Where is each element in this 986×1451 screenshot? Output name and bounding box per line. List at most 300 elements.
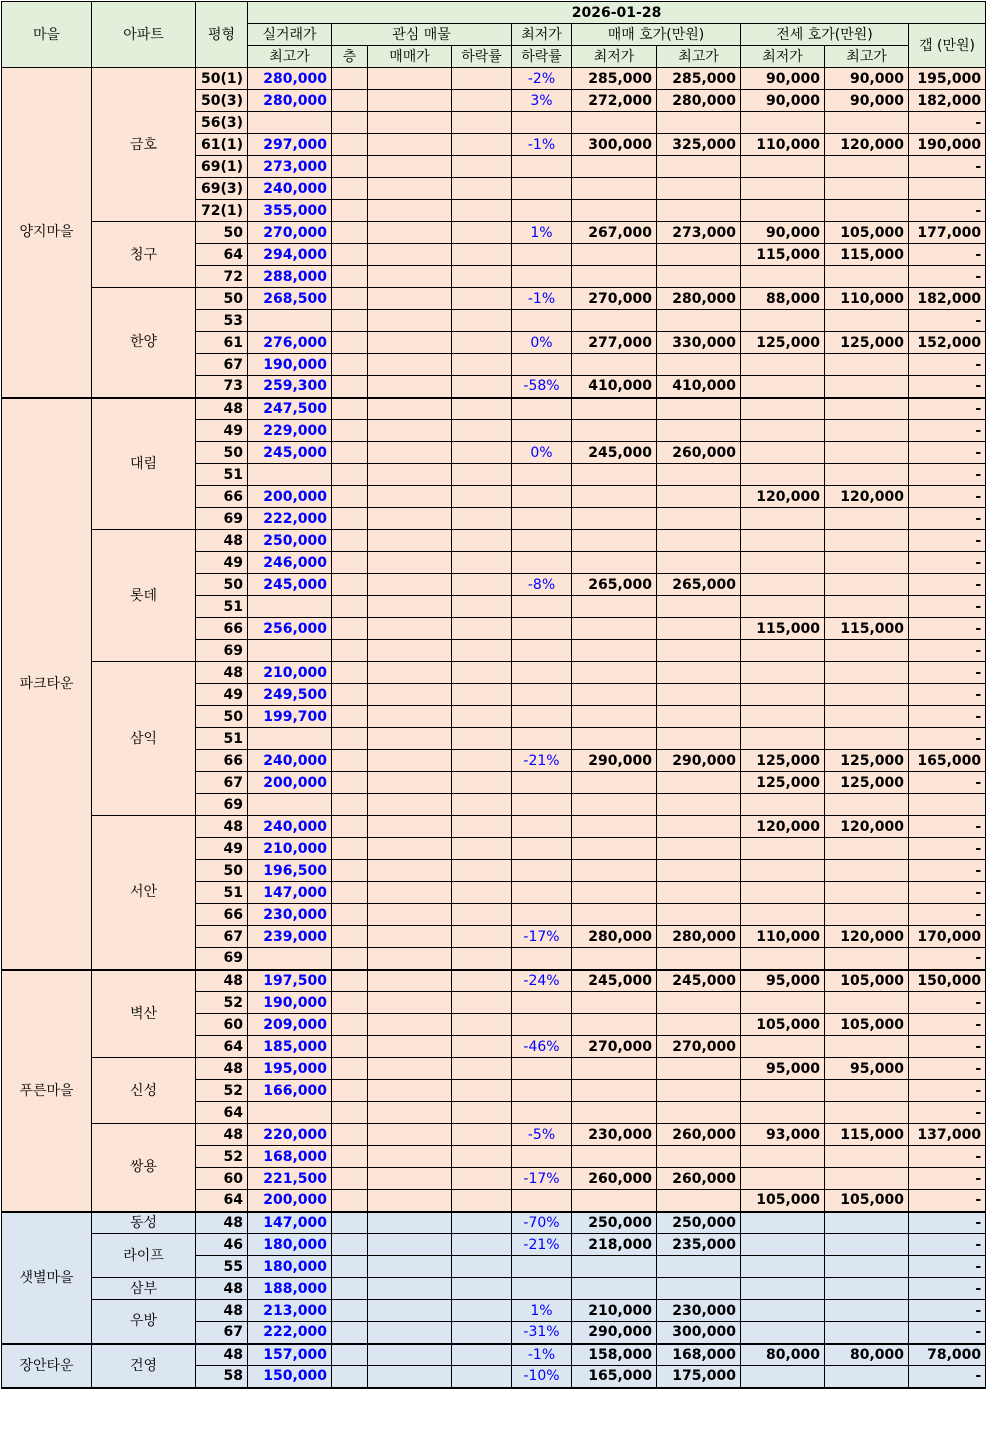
- jeonse-min-cell: 125,000: [741, 772, 825, 794]
- apartment-cell: 금호: [92, 68, 196, 222]
- gap-cell: -: [909, 420, 986, 442]
- size-cell: 50: [196, 442, 248, 464]
- jeonse-max-cell: [825, 1102, 909, 1124]
- size-cell: 49: [196, 552, 248, 574]
- apartment-cell: 대림: [92, 398, 196, 530]
- interest-price-cell: [368, 134, 452, 156]
- sale-min-cell: [572, 486, 657, 508]
- sale-min-cell: [572, 1146, 657, 1168]
- lowest-drop-cell: [512, 948, 572, 970]
- lowest-drop-cell: -8%: [512, 574, 572, 596]
- actual-max-cell: 199,700: [248, 706, 332, 728]
- interest-price-cell: [368, 1102, 452, 1124]
- gap-cell: -: [909, 772, 986, 794]
- interest-drop-cell: [452, 772, 512, 794]
- sale-max-cell: [657, 112, 741, 134]
- interest-price-cell: [368, 926, 452, 948]
- size-cell: 66: [196, 618, 248, 640]
- jeonse-min-cell: [741, 1080, 825, 1102]
- size-cell: 69: [196, 794, 248, 816]
- interest-drop-cell: [452, 904, 512, 926]
- interest-drop-cell: [452, 486, 512, 508]
- jeonse-max-cell: [825, 376, 909, 398]
- interest-price-cell: [368, 266, 452, 288]
- sale-max-cell: [657, 1102, 741, 1124]
- gap-cell: -: [909, 838, 986, 860]
- actual-max-cell: 256,000: [248, 618, 332, 640]
- sale-max-cell: [657, 1256, 741, 1278]
- jeonse-max-cell: 90,000: [825, 90, 909, 112]
- actual-max-cell: 240,000: [248, 816, 332, 838]
- actual-max-cell: [248, 464, 332, 486]
- interest-drop-cell: [452, 596, 512, 618]
- jeonse-min-cell: [741, 1168, 825, 1190]
- interest-floor-cell: [332, 882, 368, 904]
- sale-min-cell: [572, 904, 657, 926]
- sale-max-cell: 265,000: [657, 574, 741, 596]
- jeonse-max-cell: [825, 838, 909, 860]
- jeonse-max-cell: [825, 706, 909, 728]
- jeonse-min-cell: [741, 948, 825, 970]
- interest-price-cell: [368, 398, 452, 420]
- jeonse-min-cell: 90,000: [741, 222, 825, 244]
- interest-drop-cell: [452, 838, 512, 860]
- actual-max-cell: [248, 596, 332, 618]
- jeonse-min-cell: [741, 508, 825, 530]
- jeonse-min-cell: [741, 464, 825, 486]
- sale-max-cell: [657, 508, 741, 530]
- jeonse-min-cell: [741, 1234, 825, 1256]
- interest-floor-cell: [332, 772, 368, 794]
- interest-price-cell: [368, 574, 452, 596]
- sale-max-cell: 290,000: [657, 750, 741, 772]
- actual-max-cell: 230,000: [248, 904, 332, 926]
- size-cell: 69: [196, 948, 248, 970]
- interest-price-cell: [368, 860, 452, 882]
- size-cell: 60: [196, 1014, 248, 1036]
- interest-floor-cell: [332, 574, 368, 596]
- sale-max-cell: [657, 596, 741, 618]
- interest-drop-cell: [452, 728, 512, 750]
- size-cell: 48: [196, 1124, 248, 1146]
- jeonse-max-cell: 125,000: [825, 772, 909, 794]
- interest-floor-cell: [332, 684, 368, 706]
- jeonse-min-cell: [741, 574, 825, 596]
- sale-min-cell: [572, 882, 657, 904]
- lowest-drop-cell: [512, 684, 572, 706]
- lowest-drop-cell: [512, 640, 572, 662]
- interest-price-cell: [368, 1278, 452, 1300]
- interest-price-cell: [368, 1234, 452, 1256]
- jeonse-max-cell: 120,000: [825, 816, 909, 838]
- sale-min-cell: 270,000: [572, 1036, 657, 1058]
- interest-drop-cell: [452, 398, 512, 420]
- interest-drop-cell: [452, 1256, 512, 1278]
- actual-max-cell: 240,000: [248, 178, 332, 200]
- gap-cell: -: [909, 1300, 986, 1322]
- table-row: [2, 1124, 986, 1146]
- apartment-cell: 청구: [92, 222, 196, 288]
- sale-max-cell: [657, 354, 741, 376]
- gap-cell: -: [909, 1366, 986, 1388]
- gap-cell: -: [909, 486, 986, 508]
- jeonse-min-cell: [741, 1322, 825, 1344]
- jeonse-max-cell: [825, 508, 909, 530]
- actual-max-cell: 190,000: [248, 992, 332, 1014]
- gap-cell: -: [909, 1168, 986, 1190]
- lowest-drop-cell: [512, 618, 572, 640]
- actual-max-cell: 280,000: [248, 90, 332, 112]
- jeonse-max-cell: [825, 1080, 909, 1102]
- jeonse-min-cell: 80,000: [741, 1344, 825, 1366]
- lowest-drop-cell: -1%: [512, 1344, 572, 1366]
- sale-max-cell: 230,000: [657, 1300, 741, 1322]
- table-row: [2, 398, 986, 420]
- sale-max-cell: [657, 420, 741, 442]
- lowest-drop-cell: [512, 530, 572, 552]
- lowest-drop-cell: [512, 1190, 572, 1212]
- jeonse-min-cell: [741, 1300, 825, 1322]
- actual-max-cell: 200,000: [248, 772, 332, 794]
- interest-drop-cell: [452, 200, 512, 222]
- actual-max-cell: 168,000: [248, 1146, 332, 1168]
- lowest-drop-cell: [512, 794, 572, 816]
- apartment-price-table: [1, 1, 986, 1389]
- actual-max-cell: 200,000: [248, 486, 332, 508]
- interest-floor-cell: [332, 662, 368, 684]
- actual-max-cell: [248, 112, 332, 134]
- size-cell: 64: [196, 1036, 248, 1058]
- interest-drop-cell: [452, 1234, 512, 1256]
- size-cell: 67: [196, 1322, 248, 1344]
- sale-max-cell: 250,000: [657, 1212, 741, 1234]
- sale-min-cell: [572, 354, 657, 376]
- table-body: [2, 68, 986, 1388]
- interest-floor-cell: [332, 1058, 368, 1080]
- interest-price-cell: [368, 1322, 452, 1344]
- sale-max-cell: [657, 486, 741, 508]
- gap-cell: -: [909, 1278, 986, 1300]
- sale-min-cell: 265,000: [572, 574, 657, 596]
- jeonse-min-cell: 120,000: [741, 486, 825, 508]
- interest-floor-cell: [332, 1234, 368, 1256]
- interest-drop-cell: [452, 1278, 512, 1300]
- gap-cell: 150,000: [909, 970, 986, 992]
- sale-max-cell: [657, 1278, 741, 1300]
- size-cell: 52: [196, 992, 248, 1014]
- size-cell: 50(1): [196, 68, 248, 90]
- size-cell: 48: [196, 398, 248, 420]
- interest-floor-cell: [332, 266, 368, 288]
- sale-min-cell: 290,000: [572, 750, 657, 772]
- interest-price-cell: [368, 222, 452, 244]
- gap-cell: -: [909, 1212, 986, 1234]
- gap-cell: -: [909, 882, 986, 904]
- header-actual-top: 실거래가: [248, 24, 332, 46]
- interest-floor-cell: [332, 992, 368, 1014]
- interest-floor-cell: [332, 904, 368, 926]
- jeonse-min-cell: 110,000: [741, 926, 825, 948]
- interest-drop-cell: [452, 156, 512, 178]
- sale-max-cell: [657, 178, 741, 200]
- size-cell: 48: [196, 1344, 248, 1366]
- jeonse-max-cell: 115,000: [825, 1124, 909, 1146]
- sale-max-cell: [657, 1190, 741, 1212]
- apartment-cell: 벽산: [92, 970, 196, 1058]
- interest-drop-cell: [452, 222, 512, 244]
- sale-max-cell: [657, 662, 741, 684]
- jeonse-min-cell: [741, 1278, 825, 1300]
- interest-floor-cell: [332, 244, 368, 266]
- jeonse-min-cell: [741, 706, 825, 728]
- actual-max-cell: 220,000: [248, 1124, 332, 1146]
- sale-min-cell: [572, 662, 657, 684]
- sale-max-cell: 168,000: [657, 1344, 741, 1366]
- size-cell: 55: [196, 1256, 248, 1278]
- gap-cell: -: [909, 1256, 986, 1278]
- header-jeonse-min: 최저가: [741, 46, 825, 68]
- actual-max-cell: 180,000: [248, 1256, 332, 1278]
- sale-min-cell: [572, 1102, 657, 1124]
- interest-floor-cell: [332, 1036, 368, 1058]
- interest-price-cell: [368, 376, 452, 398]
- interest-floor-cell: [332, 1322, 368, 1344]
- gap-cell: 190,000: [909, 134, 986, 156]
- gap-cell: -: [909, 442, 986, 464]
- actual-max-cell: 297,000: [248, 134, 332, 156]
- gap-cell: -: [909, 376, 986, 398]
- interest-floor-cell: [332, 640, 368, 662]
- sale-min-cell: [572, 1080, 657, 1102]
- jeonse-max-cell: [825, 200, 909, 222]
- jeonse-min-cell: [741, 838, 825, 860]
- sale-min-cell: [572, 706, 657, 728]
- sale-max-cell: [657, 706, 741, 728]
- jeonse-min-cell: [741, 310, 825, 332]
- lowest-drop-cell: [512, 596, 572, 618]
- jeonse-max-cell: [825, 860, 909, 882]
- interest-floor-cell: [332, 552, 368, 574]
- jeonse-min-cell: [741, 156, 825, 178]
- gap-cell: -: [909, 948, 986, 970]
- sale-max-cell: [657, 1058, 741, 1080]
- jeonse-max-cell: [825, 156, 909, 178]
- gap-cell: -: [909, 398, 986, 420]
- size-cell: 64: [196, 1102, 248, 1124]
- interest-price-cell: [368, 1190, 452, 1212]
- sale-max-cell: [657, 772, 741, 794]
- interest-floor-cell: [332, 288, 368, 310]
- interest-drop-cell: [452, 816, 512, 838]
- gap-cell: -: [909, 816, 986, 838]
- jeonse-max-cell: 120,000: [825, 926, 909, 948]
- lowest-drop-cell: [512, 992, 572, 1014]
- sale-min-cell: [572, 794, 657, 816]
- apartment-cell: 쌍용: [92, 1124, 196, 1212]
- sale-max-cell: [657, 1014, 741, 1036]
- header-actual-bottom: 최고가: [248, 46, 332, 68]
- lowest-drop-cell: -1%: [512, 288, 572, 310]
- sale-max-cell: 260,000: [657, 1168, 741, 1190]
- interest-price-cell: [368, 420, 452, 442]
- interest-floor-cell: [332, 1212, 368, 1234]
- sale-max-cell: [657, 684, 741, 706]
- actual-max-cell: 245,000: [248, 574, 332, 596]
- actual-max-cell: 288,000: [248, 266, 332, 288]
- interest-price-cell: [368, 354, 452, 376]
- interest-drop-cell: [452, 134, 512, 156]
- sale-min-cell: 210,000: [572, 1300, 657, 1322]
- gap-cell: -: [909, 244, 986, 266]
- lowest-drop-cell: [512, 244, 572, 266]
- size-cell: 56(3): [196, 112, 248, 134]
- header-size: 평형: [196, 2, 248, 68]
- sale-min-cell: [572, 1278, 657, 1300]
- jeonse-max-cell: [825, 992, 909, 1014]
- lowest-drop-cell: -21%: [512, 1234, 572, 1256]
- interest-price-cell: [368, 90, 452, 112]
- jeonse-max-cell: [825, 442, 909, 464]
- lowest-drop-cell: -31%: [512, 1322, 572, 1344]
- jeonse-min-cell: [741, 530, 825, 552]
- jeonse-min-cell: [741, 200, 825, 222]
- jeonse-max-cell: [825, 684, 909, 706]
- interest-floor-cell: [332, 838, 368, 860]
- interest-drop-cell: [452, 1146, 512, 1168]
- size-cell: 48: [196, 530, 248, 552]
- lowest-drop-cell: [512, 1278, 572, 1300]
- interest-floor-cell: [332, 310, 368, 332]
- lowest-drop-cell: [512, 398, 572, 420]
- lowest-drop-cell: [512, 1080, 572, 1102]
- sale-min-cell: [572, 838, 657, 860]
- jeonse-max-cell: [825, 354, 909, 376]
- jeonse-max-cell: [825, 1212, 909, 1234]
- sale-min-cell: 280,000: [572, 926, 657, 948]
- size-cell: 48: [196, 1212, 248, 1234]
- jeonse-min-cell: 115,000: [741, 244, 825, 266]
- interest-drop-cell: [452, 574, 512, 596]
- interest-floor-cell: [332, 376, 368, 398]
- gap-cell: -: [909, 684, 986, 706]
- lowest-drop-cell: -1%: [512, 134, 572, 156]
- lowest-drop-cell: -2%: [512, 68, 572, 90]
- jeonse-max-cell: 105,000: [825, 970, 909, 992]
- jeonse-min-cell: [741, 266, 825, 288]
- interest-drop-cell: [452, 90, 512, 112]
- lowest-drop-cell: [512, 706, 572, 728]
- interest-price-cell: [368, 684, 452, 706]
- interest-floor-cell: [332, 1014, 368, 1036]
- jeonse-min-cell: [741, 112, 825, 134]
- lowest-drop-cell: [512, 816, 572, 838]
- lowest-drop-cell: [512, 882, 572, 904]
- interest-drop-cell: [452, 354, 512, 376]
- size-cell: 49: [196, 684, 248, 706]
- actual-max-cell: 294,000: [248, 244, 332, 266]
- apartment-cell: 롯데: [92, 530, 196, 662]
- size-cell: 51: [196, 596, 248, 618]
- interest-floor-cell: [332, 926, 368, 948]
- apartment-cell: 삼익: [92, 662, 196, 816]
- sale-max-cell: [657, 266, 741, 288]
- jeonse-min-cell: [741, 398, 825, 420]
- jeonse-min-cell: [741, 420, 825, 442]
- jeonse-max-cell: 120,000: [825, 486, 909, 508]
- sale-max-cell: 245,000: [657, 970, 741, 992]
- sale-min-cell: [572, 860, 657, 882]
- jeonse-min-cell: [741, 376, 825, 398]
- sale-min-cell: [572, 1190, 657, 1212]
- sale-min-cell: 158,000: [572, 1344, 657, 1366]
- size-cell: 69(3): [196, 178, 248, 200]
- jeonse-min-cell: [741, 1256, 825, 1278]
- jeonse-min-cell: [741, 1366, 825, 1388]
- table-row: [2, 662, 986, 684]
- lowest-drop-cell: -46%: [512, 1036, 572, 1058]
- interest-drop-cell: [452, 882, 512, 904]
- gap-cell: 182,000: [909, 288, 986, 310]
- jeonse-min-cell: [741, 178, 825, 200]
- sale-max-cell: [657, 794, 741, 816]
- header-lowest-bottom: 하락률: [512, 46, 572, 68]
- jeonse-min-cell: [741, 354, 825, 376]
- actual-max-cell: [248, 310, 332, 332]
- sale-max-cell: [657, 838, 741, 860]
- sale-min-cell: [572, 464, 657, 486]
- sale-min-cell: 300,000: [572, 134, 657, 156]
- jeonse-max-cell: 90,000: [825, 68, 909, 90]
- gap-cell: -: [909, 266, 986, 288]
- village-cell: 장안타운: [2, 1344, 92, 1388]
- interest-price-cell: [368, 244, 452, 266]
- gap-cell: -: [909, 156, 986, 178]
- sale-max-cell: 280,000: [657, 90, 741, 112]
- jeonse-min-cell: 125,000: [741, 332, 825, 354]
- interest-floor-cell: [332, 706, 368, 728]
- interest-drop-cell: [452, 178, 512, 200]
- lowest-drop-cell: 0%: [512, 442, 572, 464]
- interest-floor-cell: [332, 222, 368, 244]
- lowest-drop-cell: [512, 1146, 572, 1168]
- table-row: [2, 1300, 986, 1322]
- gap-cell: -: [909, 1102, 986, 1124]
- interest-price-cell: [368, 882, 452, 904]
- actual-max-cell: 150,000: [248, 1366, 332, 1388]
- gap-cell: -: [909, 508, 986, 530]
- sale-max-cell: [657, 904, 741, 926]
- gap-cell: -: [909, 992, 986, 1014]
- interest-floor-cell: [332, 200, 368, 222]
- actual-max-cell: 276,000: [248, 332, 332, 354]
- actual-max-cell: 210,000: [248, 662, 332, 684]
- interest-price-cell: [368, 640, 452, 662]
- jeonse-min-cell: [741, 1212, 825, 1234]
- sale-min-cell: [572, 728, 657, 750]
- size-cell: 50(3): [196, 90, 248, 112]
- actual-max-cell: [248, 640, 332, 662]
- sale-min-cell: [572, 596, 657, 618]
- interest-price-cell: [368, 552, 452, 574]
- lowest-drop-cell: -70%: [512, 1212, 572, 1234]
- lowest-drop-cell: -5%: [512, 1124, 572, 1146]
- gap-cell: -: [909, 200, 986, 222]
- interest-price-cell: [368, 310, 452, 332]
- jeonse-max-cell: [825, 948, 909, 970]
- lowest-drop-cell: 3%: [512, 90, 572, 112]
- jeonse-min-cell: [741, 882, 825, 904]
- interest-price-cell: [368, 970, 452, 992]
